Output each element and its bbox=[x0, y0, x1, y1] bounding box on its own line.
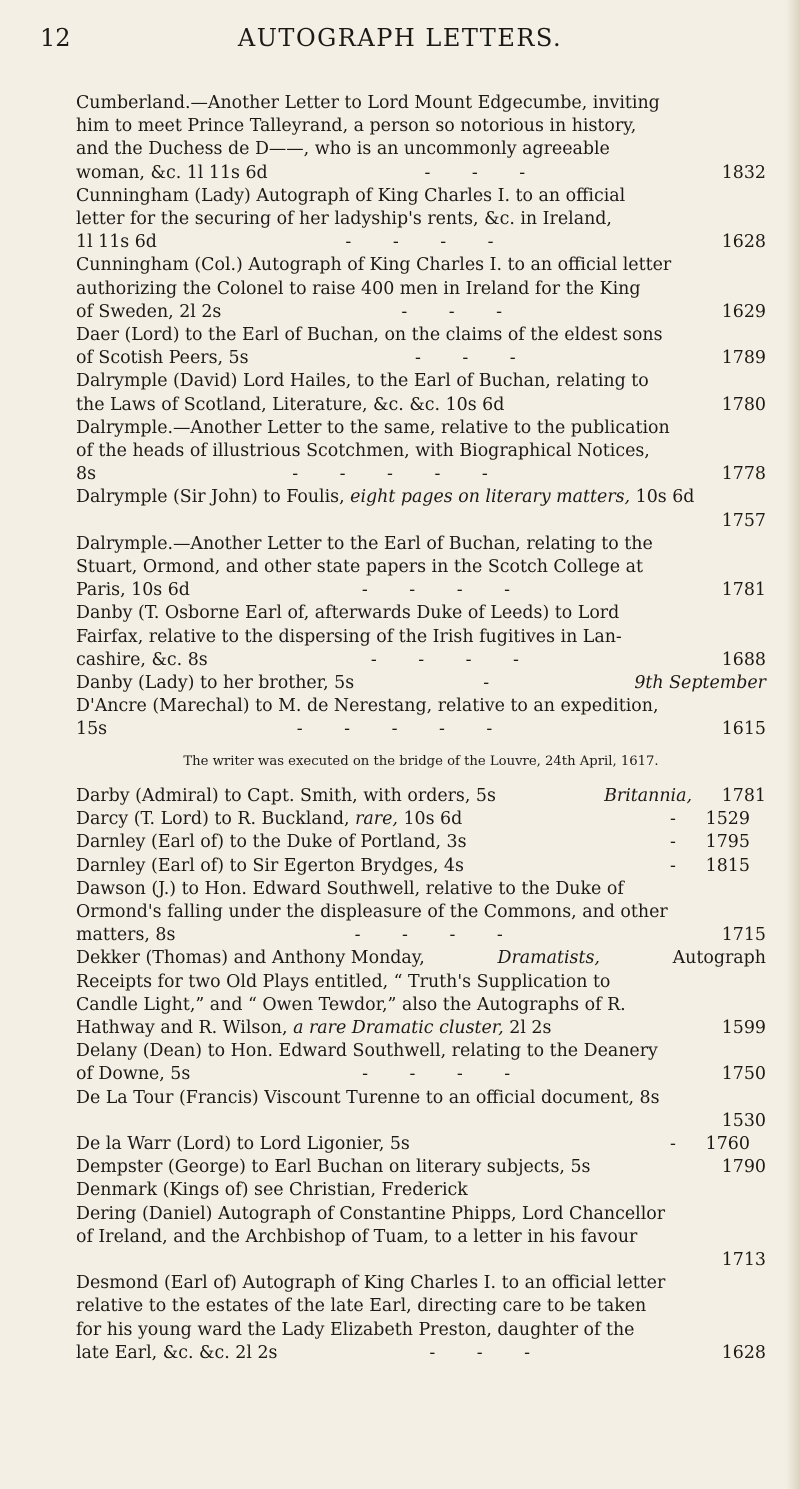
entry-line: Dalrymple.—Another Letter to the Earl of Buchan, relating to the bbox=[76, 533, 653, 554]
entry-text: Autograph bbox=[672, 948, 766, 969]
catalogue-entries bbox=[76, 92, 766, 1365]
entry-line: Ormond's falling under the displeasure of the Commons, and other bbox=[76, 901, 668, 922]
entry-price: 10s 6d bbox=[397, 809, 463, 830]
entry-text-part: Darnley (Earl of) to Sir Egerton Brydges, 4s bbox=[76, 855, 464, 876]
entry-text: Danby (Lady) to her brother, 5s bbox=[76, 673, 355, 694]
entry-right bbox=[714, 1156, 766, 1179]
entry-line bbox=[76, 808, 766, 831]
entry-last-line bbox=[76, 579, 766, 602]
entry-dashes: - - - - bbox=[362, 1064, 529, 1085]
entry-line: of Ireland, and the Archbishop of Tuam, to a letter in his favour bbox=[76, 1226, 638, 1247]
entry-line: Delany (Dean) to Hon. Edward Southwell, relating to the Deanery bbox=[76, 1041, 658, 1062]
entry-line: Dering (Daniel) Autograph of Constantine Phipps, Lord Chancellor bbox=[76, 1203, 666, 1224]
page-edge-shadow bbox=[786, 0, 800, 1489]
entry-dekker bbox=[76, 947, 766, 1040]
entry-line: Candle Light,” and “ Owen Tewdor,” also the Autographs of R. bbox=[76, 994, 626, 1015]
entry-italic: a rare Dramatic cluster, bbox=[293, 1017, 504, 1038]
entry-year: 1781 bbox=[721, 785, 766, 806]
running-title: AUTOGRAPH LETTERS. bbox=[237, 24, 563, 52]
entry-text-part: Dempster (George) to Earl Buchan on literary subjects, 5s bbox=[76, 1157, 591, 1178]
catalogue-entry bbox=[76, 785, 766, 808]
entry-dashes: - - - bbox=[401, 301, 521, 322]
entry-last-line bbox=[76, 394, 766, 417]
entry-year: 1750 bbox=[721, 1064, 766, 1085]
entry-danby-lady: Danby (Lady) to her brother, 5s - 9th September bbox=[76, 672, 766, 695]
entry-text bbox=[76, 1179, 468, 1202]
entry-line: for his young ward the Lady Elizabeth Preston, daughter of the bbox=[76, 1319, 635, 1340]
entry-text: Dekker (Thomas) and Anthony Monday, bbox=[76, 948, 425, 969]
entry-italic: eight pages on literary matters, bbox=[350, 487, 631, 508]
entry-line: D'Ancre (Marechal) to M. de Nerestang, relative to an expedition, bbox=[76, 696, 659, 717]
catalogue-entry bbox=[76, 878, 766, 948]
entry-price: of Scotish Peers, 5s bbox=[76, 348, 249, 369]
entry-line: letter for the securing of her ladyship's rents, &c. in Ireland, bbox=[76, 209, 612, 230]
entry-text: Dalrymple (Sir John) to Foulis, bbox=[76, 487, 345, 508]
entry-right bbox=[670, 808, 766, 831]
entry-last-line bbox=[76, 231, 766, 254]
entry-right bbox=[670, 831, 766, 854]
short-entries-1 bbox=[76, 785, 766, 878]
entry-date: 9th September bbox=[634, 673, 766, 694]
entry-dashes: - - - bbox=[429, 1342, 549, 1363]
entry-year: 1832 bbox=[721, 162, 766, 183]
entry-year: 1615 bbox=[721, 719, 766, 740]
entry-year: 1530 bbox=[721, 1110, 766, 1131]
entry-year: 1795 bbox=[705, 832, 750, 853]
entry-line: Dawson (J.) to Hon. Edward Southwell, relative to the Duke of bbox=[76, 878, 624, 899]
entry-text bbox=[76, 1133, 410, 1156]
entry-italic: rare, bbox=[355, 809, 398, 830]
entry-year: 1529 bbox=[705, 809, 750, 830]
catalogue-entry bbox=[76, 1179, 766, 1202]
entry-price: 15s bbox=[76, 719, 108, 740]
catalogue-entry bbox=[76, 1133, 766, 1156]
entry-line: of the heads of illustrious Scotchmen, with Biographical Notices, bbox=[76, 441, 650, 462]
catalogue-entry bbox=[76, 370, 766, 416]
entry-last-line bbox=[76, 649, 766, 672]
entry-text bbox=[76, 855, 464, 878]
entry-italic: Dramatists, bbox=[497, 948, 600, 969]
entry-line: Fairfax, relative to the dispersing of the Irish fugitives in Lan- bbox=[76, 626, 622, 647]
entry-year: 1789 bbox=[721, 348, 766, 369]
entry-line: Stuart, Ormond, and other state papers in the Scotch College at bbox=[76, 557, 643, 578]
entry-year: 1781 bbox=[721, 580, 766, 601]
footnote: The writer was executed on the bridge of the Louvre, 24th April, 1617. bbox=[183, 753, 659, 769]
entry-line: relative to the estates of the late Earl, directing care to be taken bbox=[76, 1296, 647, 1317]
entry-dashes: - - - - bbox=[361, 580, 528, 601]
entry-line: Dalrymple.—Another Letter to the same, relative to the publication bbox=[76, 417, 670, 438]
entry-line bbox=[76, 1156, 766, 1179]
entry-price: the Laws of Scotland, Literature, &c. &c. 10s 6d bbox=[76, 394, 505, 415]
entry-year: 1778 bbox=[721, 464, 766, 485]
entry-line: Daer (Lord) to the Earl of Buchan, on the claims of the eldest sons bbox=[76, 325, 663, 346]
entries-block-3 bbox=[76, 878, 766, 948]
entry-year: 1790 bbox=[721, 1157, 766, 1178]
entry-line bbox=[76, 785, 766, 808]
entry-text: Hathway and R. Wilson, bbox=[76, 1017, 288, 1038]
entry-line bbox=[76, 1179, 766, 1202]
entry-right bbox=[670, 855, 766, 878]
entry-line: Cunningham (Lady) Autograph of King Charles I. to an official bbox=[76, 185, 626, 206]
catalogue-entry bbox=[76, 855, 766, 878]
entry-right bbox=[604, 785, 766, 808]
entry-price: cashire, &c. 8s bbox=[76, 649, 208, 670]
catalogue-entry bbox=[76, 92, 766, 185]
short-entries-2 bbox=[76, 1133, 766, 1203]
entry-line: authorizing the Colonel to raise 400 men in Ireland for the King bbox=[76, 278, 641, 299]
entry-right bbox=[714, 1179, 766, 1202]
entry-price: matters, 8s bbox=[76, 925, 176, 946]
entry-last-line bbox=[76, 162, 766, 185]
catalogue-entry bbox=[76, 1040, 766, 1086]
entry-line bbox=[76, 1133, 766, 1156]
entry-desmond bbox=[76, 1272, 766, 1365]
entry-year: 1688 bbox=[721, 649, 766, 670]
entry-text bbox=[76, 1156, 591, 1179]
entry-dashes: - - - - - bbox=[292, 464, 506, 485]
entry-year: 1599 bbox=[721, 1017, 766, 1038]
entry-year: 1713 bbox=[721, 1249, 766, 1270]
entry-dash: - bbox=[670, 809, 676, 830]
entry-dashes: - - - bbox=[424, 162, 544, 183]
entry-year: 1780 bbox=[721, 394, 766, 415]
entry-price: Paris, 10s 6d bbox=[76, 580, 190, 601]
entry-last-line bbox=[76, 1063, 766, 1086]
entry-text bbox=[76, 808, 463, 831]
entry-line: Dalrymple (David) Lord Hailes, to the Earl of Buchan, relating to bbox=[76, 371, 649, 392]
entry-last-line: 8s - - - - - 1778 bbox=[98, 463, 766, 486]
catalogue-entry bbox=[76, 1156, 766, 1179]
entry-line: and the Duchess de D——, who is an uncommonly agreeable bbox=[76, 139, 610, 160]
entry-text-part: Darcy (T. Lord) to R. Buckland, bbox=[76, 809, 356, 830]
entry-dash: - bbox=[670, 855, 676, 876]
entry-delatour bbox=[76, 1087, 766, 1133]
entry-year: 1629 bbox=[721, 301, 766, 322]
catalogue-entry bbox=[76, 533, 766, 603]
entry-text bbox=[76, 831, 467, 854]
entry-line: Cunningham (Col.) Autograph of King Charles I. to an official letter bbox=[76, 255, 672, 276]
entry-dashes: - - - bbox=[414, 348, 534, 369]
catalogue-entry bbox=[76, 602, 766, 672]
entry-price: late Earl, &c. &c. 2l 2s bbox=[76, 1342, 278, 1363]
entry-text-part: Darnley (Earl of) to the Duke of Portland, 3s bbox=[76, 832, 467, 853]
entry-price: 10s 6d bbox=[635, 487, 695, 508]
catalogue-entry bbox=[76, 254, 766, 324]
entry-year: 1815 bbox=[705, 855, 750, 876]
entry-dashes: - - - - bbox=[345, 232, 512, 253]
entry-price: 2l 2s bbox=[509, 1017, 552, 1038]
entry-text-part: Denmark (Kings of) see Christian, Frederick bbox=[76, 1180, 468, 1201]
entry-year: 1715 bbox=[721, 925, 766, 946]
entries-block-1 bbox=[76, 92, 766, 486]
entry-dashes: - - - - - bbox=[296, 719, 511, 740]
entry-line: Cumberland.—Another Letter to Lord Mount Edgecumbe, inviting bbox=[76, 93, 660, 113]
entry-price: of Sweden, 2l 2s bbox=[76, 301, 222, 322]
entry-year: 1628 bbox=[721, 232, 766, 253]
page-number: 12 bbox=[40, 24, 71, 52]
entry-line: De La Tour (Francis) Viscount Turenne to an official document, 8s bbox=[76, 1087, 660, 1108]
entry-line: him to meet Prince Talleyrand, a person so notorious in history, bbox=[76, 116, 637, 137]
entry-text-part: Darby (Admiral) to Capt. Smith, with orders, 5s bbox=[76, 785, 496, 806]
entry-dashes: - - - - bbox=[354, 925, 521, 946]
entry-dashes: - - - - bbox=[370, 649, 537, 670]
entry-dancre bbox=[76, 695, 766, 741]
catalogue-entry bbox=[76, 831, 766, 854]
entry-price: 1l 11s 6d bbox=[76, 232, 157, 253]
entry-price: of Downe, 5s bbox=[76, 1064, 191, 1085]
entry-dash: - bbox=[670, 1133, 676, 1154]
entry-italic: Britannia, bbox=[604, 785, 692, 806]
entry-year: 1628 bbox=[721, 1342, 766, 1363]
catalogue-entry bbox=[76, 808, 766, 831]
entry-dash: - bbox=[670, 832, 676, 853]
entry-price: woman, &c. 1l 11s 6d bbox=[76, 162, 268, 183]
entries-block-4 bbox=[76, 1040, 766, 1086]
entry-last-line bbox=[76, 301, 766, 324]
entry-line: Receipts for two Old Plays entitled, “ Truth's Supplication to bbox=[76, 971, 611, 992]
entry-text bbox=[76, 785, 496, 808]
catalogue-entry bbox=[76, 324, 766, 370]
entry-last-line bbox=[76, 924, 766, 947]
entry-line bbox=[76, 855, 766, 878]
entry-year: 1757 bbox=[721, 510, 766, 531]
page-header bbox=[40, 24, 760, 60]
entry-last-line bbox=[76, 347, 766, 370]
entry-text-part: De la Warr (Lord) to Lord Ligonier, 5s bbox=[76, 1133, 410, 1154]
entry-dering bbox=[76, 1203, 766, 1273]
entry-line: Danby (T. Osborne Earl of, afterwards Duke of Leeds) to Lord bbox=[76, 603, 620, 624]
entry-year: 1760 bbox=[705, 1133, 750, 1154]
catalogue-entry bbox=[76, 417, 766, 487]
entry-line: Desmond (Earl of) Autograph of King Charles I. to an official letter bbox=[76, 1273, 666, 1294]
entry-dalrymple-john bbox=[76, 486, 766, 532]
entries-block-2 bbox=[76, 533, 766, 672]
entry-line bbox=[76, 831, 766, 854]
entry-right bbox=[670, 1133, 766, 1156]
catalogue-entry bbox=[76, 185, 766, 255]
